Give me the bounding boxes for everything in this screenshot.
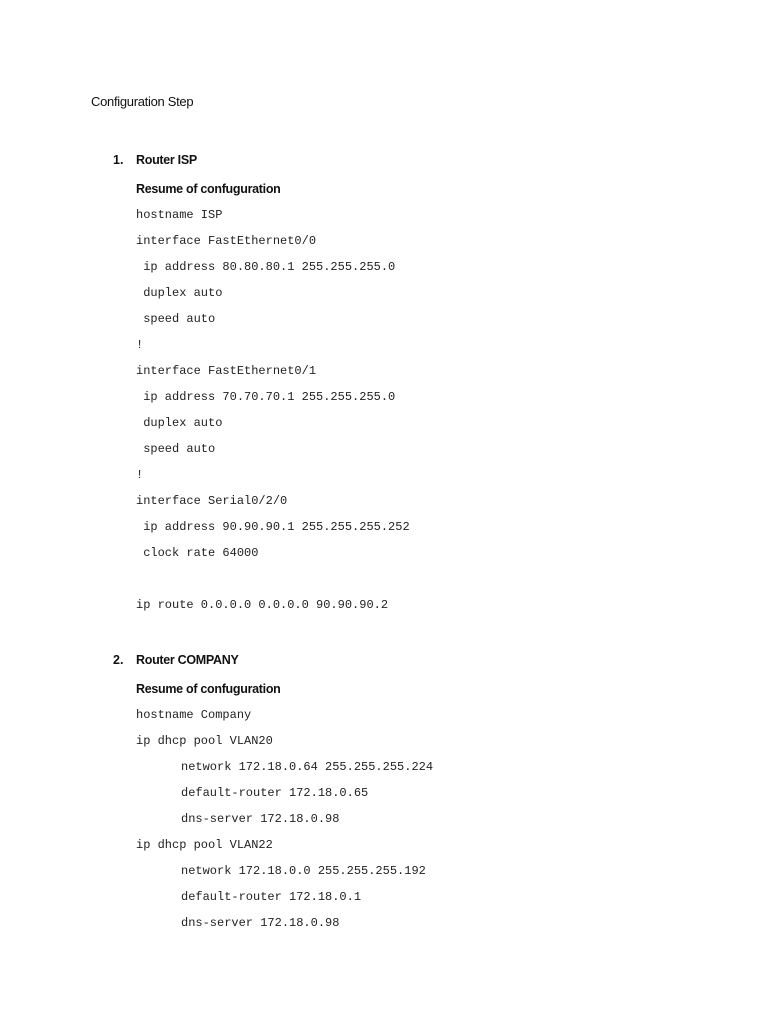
config-line: dns-server 172.18.0.98 [181, 916, 340, 930]
config-line: ip address 90.90.90.1 255.255.255.252 [136, 520, 410, 534]
section-2-number: 2. [113, 653, 124, 667]
section-2-subtitle: Resume of confuguration [136, 682, 281, 696]
config-line: hostname Company [136, 708, 252, 722]
config-line: ip address 70.70.70.1 255.255.255.0 [136, 390, 396, 404]
config-line: ! [136, 338, 144, 352]
config-line: network 172.18.0.0 255.255.255.192 [181, 864, 426, 878]
config-line: ip address 80.80.80.1 255.255.255.0 [136, 260, 396, 274]
config-line: network 172.18.0.64 255.255.255.224 [181, 760, 434, 774]
section-1-title: Router ISP [136, 153, 197, 167]
config-line: speed auto [136, 312, 216, 326]
config-line: interface FastEthernet0/0 [136, 234, 317, 248]
config-line: ip dhcp pool VLAN20 [136, 734, 273, 748]
config-line: interface FastEthernet0/1 [136, 364, 317, 378]
config-line: default-router 172.18.0.65 [181, 786, 369, 800]
config-line: duplex auto [136, 416, 223, 430]
config-line: ip dhcp pool VLAN22 [136, 838, 273, 852]
config-line: hostname ISP [136, 208, 223, 222]
page-title: Configuration Step [91, 94, 194, 109]
config-line: interface Serial0/2/0 [136, 494, 288, 508]
section-1-number: 1. [113, 153, 124, 167]
config-line: ip route 0.0.0.0 0.0.0.0 90.90.90.2 [136, 598, 389, 612]
config-line: duplex auto [136, 286, 223, 300]
config-line: default-router 172.18.0.1 [181, 890, 362, 904]
config-line: dns-server 172.18.0.98 [181, 812, 340, 826]
config-line: speed auto [136, 442, 216, 456]
config-line: clock rate 64000 [136, 546, 259, 560]
config-line: ! [136, 468, 144, 482]
section-2-title: Router COMPANY [136, 653, 239, 667]
section-1-subtitle: Resume of confuguration [136, 182, 281, 196]
